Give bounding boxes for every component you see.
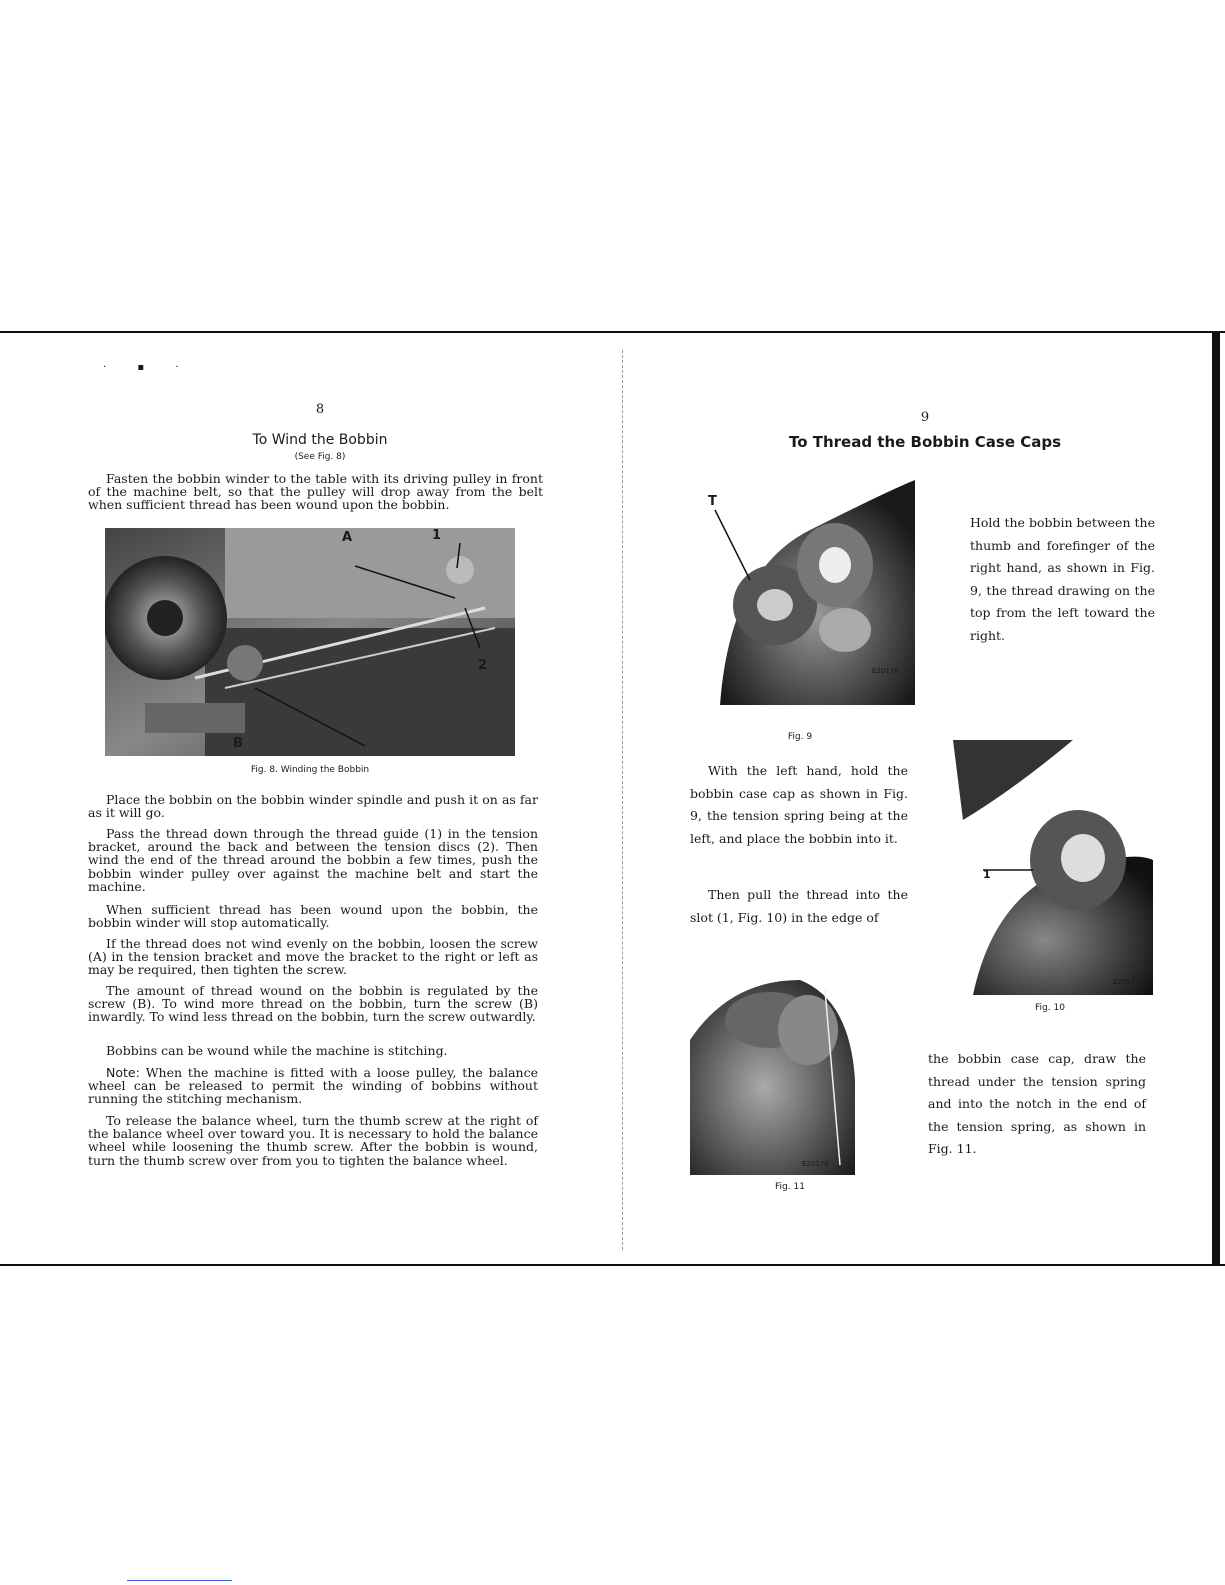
intro-paragraph: Fasten the bobbin winder to the table with its driving pulley in front of the machine belt, so that the pulley will drop away from the belt when sufficient thread has been wound upon the bobbin. [88,471,543,513]
body-paragraph-5: The amount of thread wound on the bobbin is regulated by the screw (B). To wind more thread on the bobbin, turn the screw (B) inwardly. To wind less thread on the bobbin, turn the screw outwardly. [88,983,538,1025]
page-number-right: 9 [920,410,930,425]
tension-spring-illustration [690,960,860,1175]
bobbin-winder-illustration [105,528,515,756]
figure-10-label-1: 1 [983,868,991,881]
right-page-title: To Thread the Bobbin Case Caps [788,433,1062,451]
right-middle-paragraph: With the left hand, hold the bobbin case cap as shown in Fig. 9, the tension spring being at the left, and place the bobbin into it. [690,763,908,846]
figure-9-caption: Fig. 9 [787,732,813,742]
figure-10-code: E20177 [1113,978,1140,986]
page-frame-right-border [1212,331,1220,1266]
figure-10-caption: Fig. 10 [1035,1003,1065,1013]
note-paragraph [88,1066,538,1106]
body-paragraph-4: If the thread does not wind evenly on the bobbin, loosen the screw (A) in the tension bracket and move the bracket to the right or left as may be required, then tighten the screw. [88,936,538,978]
figure-8-label-a: A [342,530,353,545]
figure-10-photo [953,740,1153,995]
figure-8-label-b: B [233,736,243,751]
body-paragraph-3: When sufficient thread has been wound upon the bobbin, the bobbin winder will stop automatically. [88,902,538,931]
figure-8-photo [105,528,515,756]
page-number-left: 8 [315,402,325,417]
page-gutter [622,350,623,1250]
figure-9-label-t: T [708,494,717,509]
right-top-paragraph: Hold the bobbin between the thumb and forefinger of the right hand, as shown in Fig. 9, the thread drawing on the top from the left toward the right. [970,515,1155,643]
figure-11-code: E20178 [802,1160,829,1168]
body-paragraph-1: Place the bobbin on the bobbin winder spindle and push it on as far as it will go. [88,792,538,821]
right-bottom-paragraph: the bobbin case cap, draw the thread under the tension spring and into the notch in the end of the tension spring, as shown in Fig. 11. [928,1051,1146,1156]
figure-8-label-1: 1 [432,528,442,543]
figure-8-caption: Fig. 8. Winding the Bobbin [250,765,370,775]
left-page-title: To Wind the Bobbin [252,432,388,448]
figure-9-photo [690,470,920,705]
left-page-subtitle: (See Fig. 8) [294,452,346,462]
figure-11-photo [690,960,860,1175]
scan-specks: · ▪ · [103,362,193,373]
scan-artifact-line [127,1580,232,1581]
page-frame-bottom-border [0,1264,1225,1266]
note-label: Note: [106,1065,140,1080]
figure-9-code: E20176 [872,667,899,675]
right-middle-paragraph-2: Then pull the thread into the slot (1, Fig. 10) in the edge of [690,887,908,925]
body-paragraph-6: Bobbins can be wound while the machine is stitching. [106,1043,448,1058]
body-paragraph-final: To release the balance wheel, turn the thumb screw at the right of the balance wheel over toward you. It is necessary to hold the balance wheel while loosening the thumb screw. After the bobbin is wound, turn the thumb screw over from you to tighten the balance wheel. [88,1113,538,1168]
figure-11-caption: Fig. 11 [775,1182,805,1192]
page-frame-top-border [0,331,1225,333]
body-paragraph-2: Pass the thread down through the thread guide (1) in the tension bracket, around the back and between the tension discs (2). Then wind the end of the thread around the bobbin a few times, push the bobbin winder pulley over against the machine belt and start the machine. [88,826,538,894]
figure-8-label-2: 2 [478,658,488,673]
note-text: When the machine is fitted with a loose pulley, the balance wheel can be released to permit the winding of bobbins without running the stitching mechanism. [88,1065,539,1107]
